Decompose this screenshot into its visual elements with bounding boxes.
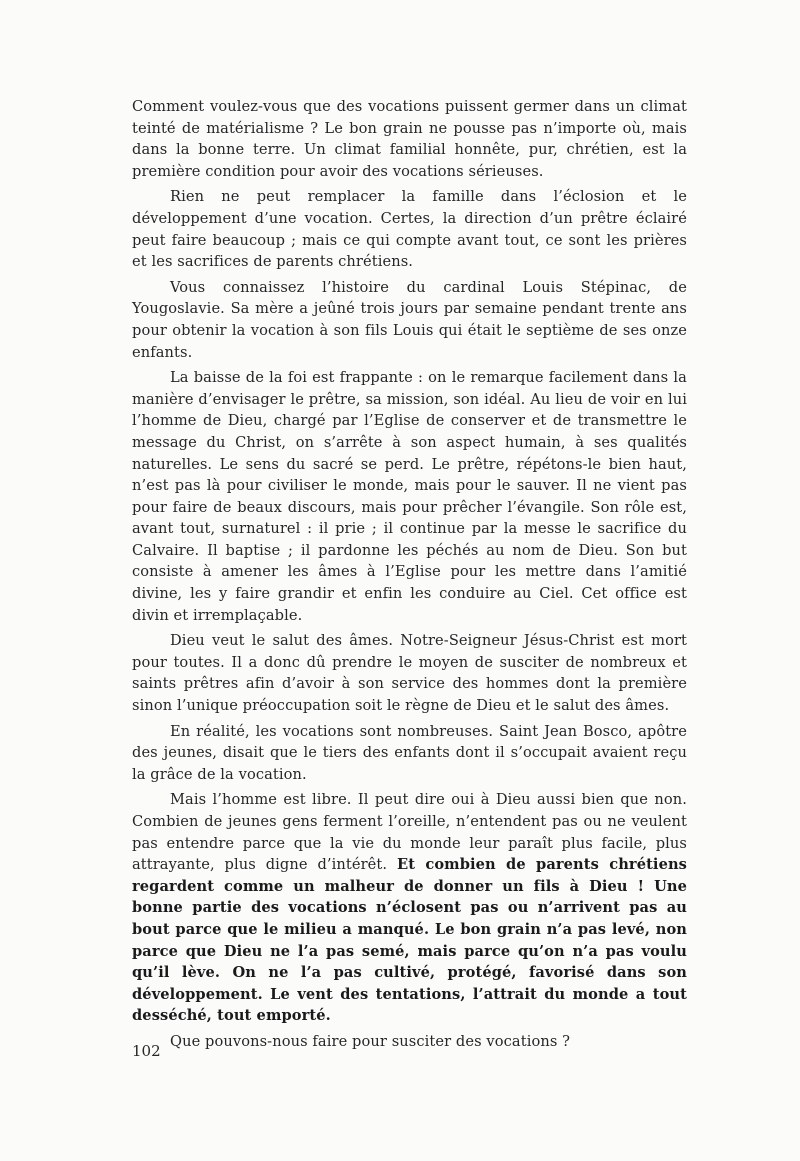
paragraph-8 — [132, 1031, 687, 1053]
paragraph-7 — [132, 789, 687, 1027]
paragraph-3 — [132, 277, 687, 363]
paragraph-1 — [132, 96, 687, 182]
paragraph-2 — [132, 186, 687, 272]
paragraph-8-text: Que pouvons-nous faire pour susciter des vocations ? — [170, 1032, 571, 1050]
paragraph-7-text: Mais l’homme est libre. Il peut dire oui à Dieu aussi bien que non. Combien de jeunes gens ferment l’oreille, n’entendent pas ou ne veulent pas entendre parce que la vie du monde leur paraît plus facile, plus attrayante, plus digne d’intérêt. — [132, 791, 687, 874]
paragraph-3-text: Vous connaissez l’histoire du cardinal Louis Stépinac, de Yougoslavie. Sa mère a jeûné trois jours par semaine pendant trente ans pour obtenir la vocation à son fils Louis qui était le septième de ses onze enfants. — [132, 278, 687, 361]
paragraph-2-text: Rien ne peut remplacer la famille dans l’éclosion et le développement d’une vocation. Certes, la direction d’un prêtre éclairé peut faire beaucoup ; mais ce qui compte avant tout, ce sont les prières et les sacrifices de parents chrétiens. — [132, 188, 687, 271]
page-number: 102 — [132, 1042, 161, 1060]
paragraph-5-text: Dieu veut le salut des âmes. Notre-Seigneur Jésus-Christ est mort pour toutes. Il a donc dû prendre le moyen de susciter de nombreux et saints prêtres afin d’avoir à son service des hommes dont la première sinon l’unique préoccupation soit le règne de Dieu et le salut des âmes. — [132, 632, 687, 715]
paragraph-5 — [132, 630, 687, 716]
paragraph-6-text: En réalité, les vocations sont nombreuses. Saint Jean Bosco, apôtre des jeunes, disait que le tiers des enfants dont il s’occupait avaient reçu la grâce de la vocation. — [132, 722, 687, 783]
paragraph-4-text: La baisse de la foi est frappante : on le remarque facilement dans la manière d’envisager le prêtre, sa mission, son idéal. Au lieu de voir en lui l’homme de Dieu, chargé par l’Eglise de conserver et de transmettre le message du Christ, on s’arrête à son aspect humain, à ses qualités naturelles. Le sens du sacré se perd. Le prêtre, répétons-le bien haut, n’est pas là pour civiliser le monde, mais pour le sauver. Il ne vient pas pour faire de beaux discours, mais pour prêcher l’évangile. Son rôle est, avant tout, surnaturel : il prie ; il continue par la messe le sacrifice du Calvaire. Il baptise ; il pardonne les péchés au nom de Dieu. Son but consiste à amener les âmes à l’Eglise pour les mettre dans l’amitié divine, les y faire grandir et enfin les conduire au Ciel. Cet office est divin et irremplaçable. — [132, 369, 687, 624]
paragraph-1-text: Comment voulez-vous que des vocations puissent germer dans un climat teinté de matérialisme ? Le bon grain ne pousse pas n’importe où, mais dans la bonne terre. Un climat familial honnête, pur, chrétien, est la première condition pour avoir des vocations sérieuses. — [132, 98, 687, 180]
page-body — [132, 96, 687, 1053]
paragraph-4 — [132, 367, 687, 626]
paragraph-6 — [132, 721, 687, 786]
paragraph-7-bold-text: Et combien de parents chrétiens regardent comme un malheur de donner un fils à Dieu ! Une bonne partie des vocations n’éclosent pas ou n’arrivent pas au bout parce que le milieu a manqué. Le bon grain n’a pas levé, non parce que Dieu ne l’a pas semé, mais parce qu’on n’a pas voulu qu’il lève. On ne l’a pas cultivé, protégé, favorisé dans son développement. Le vent des tentations, l’attrait du monde a tout desséché, tout emporté. — [132, 856, 687, 1025]
